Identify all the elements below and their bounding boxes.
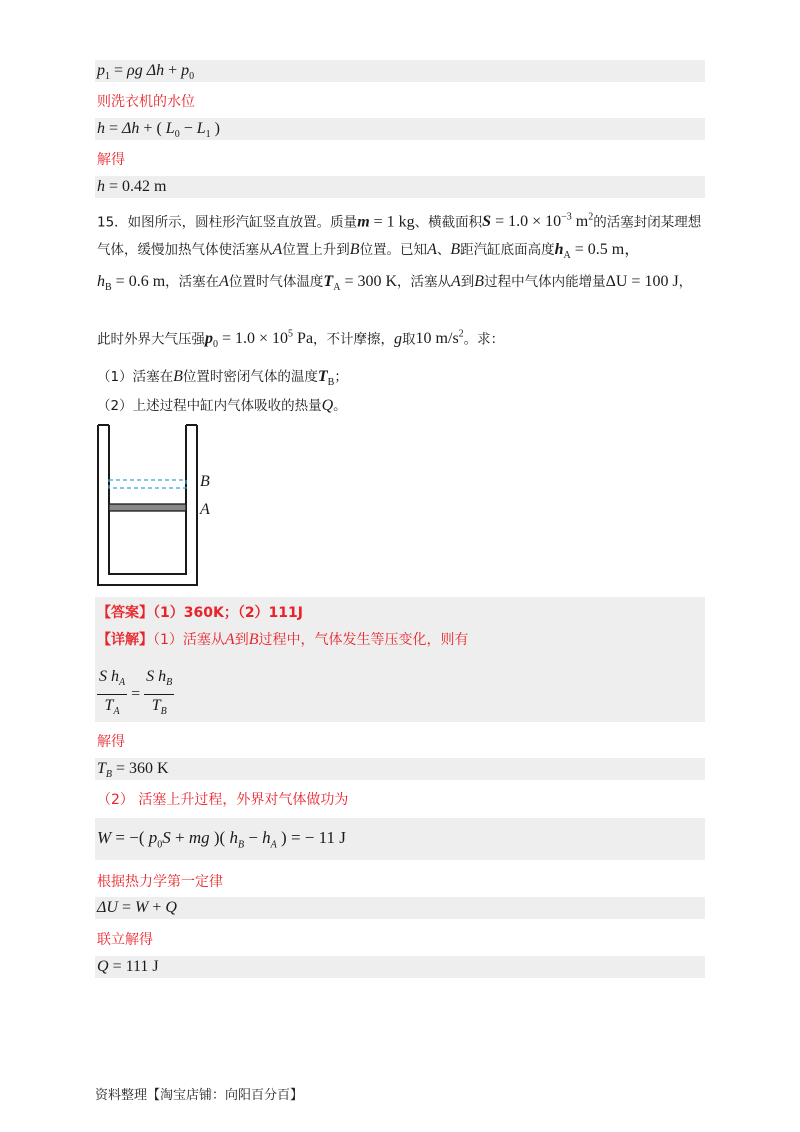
text-combine: 联立解得: [97, 932, 153, 948]
cylinder-diagram: [96, 423, 226, 593]
text-solve-2: 解得: [97, 734, 125, 750]
equation-band: [95, 176, 705, 198]
piston-position-A: [109, 504, 186, 511]
equation-band: [95, 897, 705, 919]
equation-W: W = −( $p_0S$ + mg )( $h_B - h_A$ ) = − 11 J: [97, 828, 346, 851]
equation-p1: $p_1 = \rho g$ $\Delta h + p_0$: [97, 62, 195, 83]
question-15-line-1: 15．如图所示，圆柱形汽缸竖直放置。质量m = 1 kg、横截面积$S = 1.0 \times 10^{-3}$ $m^2$的活塞封闭某理想: [97, 212, 702, 231]
equation-band: [95, 956, 705, 978]
equation-h: h = Δh + ( $L_0 - L_1$ ): [97, 120, 220, 141]
equation-dU: ΔU = W + Q: [97, 899, 177, 916]
equation-TB: $T_B = 360$ K: [97, 760, 169, 781]
text-water-level: 则洗衣机的水位: [97, 94, 195, 110]
sub-question-1: （1）活塞在B位置时密闭气体的温度$T_B$；: [97, 368, 348, 389]
text-solve-1: 解得: [97, 152, 125, 168]
detail-line: 【详解】（1）活塞从A到B过程中，气体发生等压变化，则有: [97, 631, 469, 648]
question-15-line-2: 气体，缓慢加热气体使活塞从A位置上升到B位置。已知A、B距汽缸底面高度$h_A = 0.5$ m，: [97, 241, 641, 262]
equation-fraction: $\frac{S h_A}{T_A}$ = $\frac{S h_B}{T_B}$: [99, 668, 173, 718]
piston-position-B: [109, 480, 186, 488]
equation-Q: Q = 111 J: [97, 958, 159, 975]
question-15-line-3: $h_B = 0.6$ m，活塞在A位置时气体温度$T_A = 300$ K，活塞从A到B过程中气体内能增量ΔU = 100 J，: [97, 273, 693, 294]
equation-h-value: h = 0.42 m: [97, 178, 167, 195]
label-A: A: [200, 501, 210, 518]
question-15-line-4: 此时外界大气压强$p_0 = 1.0 \times 10^5$ Pa，不计摩擦，g取10 $m/s^2$。求：: [97, 329, 505, 351]
sub-question-2: （2）上述过程中缸内气体吸收的热量Q。: [97, 397, 347, 414]
cylinder-inner-wall: [109, 425, 186, 574]
page-footer: 资料整理【淘宝店铺：向阳百分百】: [95, 1088, 304, 1103]
answer-line: 【答案】（1）360K；（2）111J: [97, 605, 303, 621]
text-part-2: （2） 活塞上升过程，外界对气体做功为: [97, 792, 349, 808]
text-first-law: 根据热力学第一定律: [97, 874, 223, 890]
label-B: B: [200, 473, 210, 490]
equation-band: [95, 758, 705, 780]
